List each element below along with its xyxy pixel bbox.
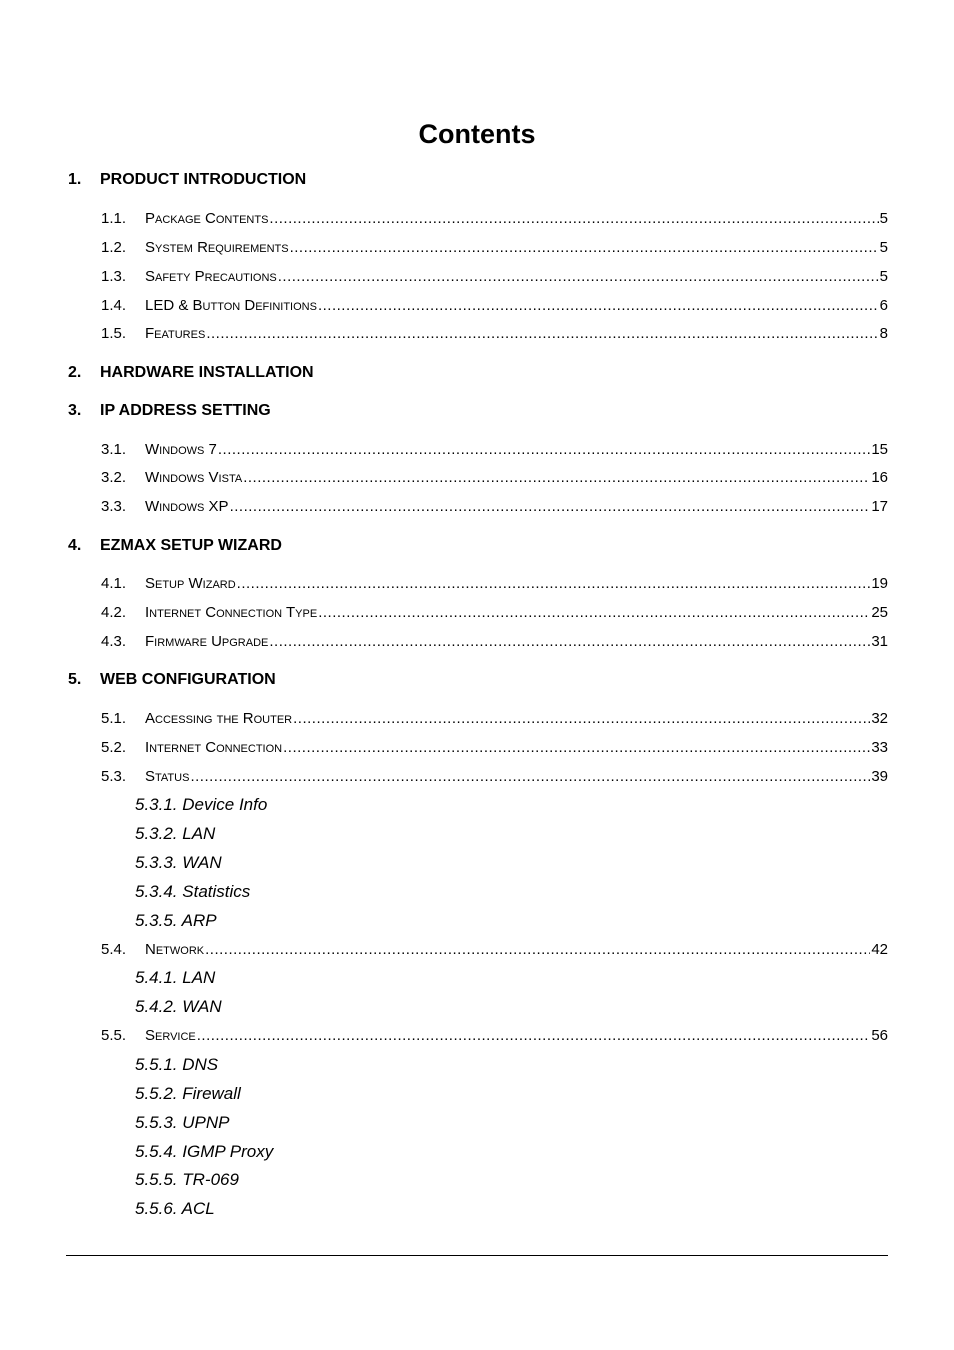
toc-entry[interactable] [0,496,954,518]
toc-subentry[interactable] [0,852,954,874]
toc-entry-title: Accessing the Router [145,710,293,727]
toc-section[interactable] [0,669,954,691]
toc-page-number: 32 [871,710,888,727]
toc-entry-leader [145,266,888,288]
toc-subentry-title: 5.5.3. UPNP [135,1113,230,1132]
toc-entry-number: 4.3. [101,633,127,650]
toc-entry-title: Firmware Upgrade [145,633,269,650]
toc-entry[interactable] [0,266,954,288]
toc-entry-number: 1.1. [101,210,127,227]
toc-entry-title: Windows 7 [145,441,217,458]
toc-section-title: EZMAX SETUP WIZARD [100,537,282,554]
toc-entry-title: Features [145,325,206,342]
toc-entry[interactable] [0,766,954,788]
toc-subentry[interactable] [0,967,954,989]
toc-page-number: 42 [871,941,888,958]
toc-entry-title: Network [145,941,205,958]
toc-section-title: IP ADDRESS SETTING [100,402,271,419]
toc-page-number: 31 [871,633,888,650]
toc-entry-title: Internet Connection [145,739,283,756]
dot-leader [318,295,879,317]
toc-section-number: 3. [68,402,82,419]
toc-subentry[interactable] [0,1112,954,1134]
toc-entry[interactable] [0,573,954,595]
toc-entry-number: 3.3. [101,498,127,515]
dot-leader [218,439,870,461]
toc-page-number: 15 [871,441,888,458]
toc-subentry-title: 5.5.5. TR-069 [135,1170,239,1189]
toc-subentry[interactable] [0,823,954,845]
toc-section-number: 4. [68,537,82,554]
toc-section-title: PRODUCT INTRODUCTION [100,171,307,188]
toc-entry[interactable] [0,602,954,624]
toc-entry[interactable] [0,467,954,489]
toc-entry-leader [145,766,888,788]
toc-entry-number: 5.3. [101,768,127,785]
toc-section-title: HARDWARE INSTALLATION [100,364,314,381]
toc-entry-title: Status [145,768,190,785]
toc-section-number: 2. [68,364,82,381]
dot-leader [230,496,871,518]
toc-entry[interactable] [0,1025,954,1047]
toc-subentry-title: 5.5.2. Firewall [135,1084,241,1103]
toc-entry-title: Safety Precautions [145,268,277,285]
toc-entry-leader [145,737,888,759]
toc-page-number: 16 [871,469,888,486]
toc-entry-leader [145,323,888,345]
toc-subentry-title: 5.5.4. IGMP Proxy [135,1142,274,1161]
dot-leader [206,323,878,345]
toc-entry-leader [145,1025,888,1047]
toc-entry-number: 3.1. [101,441,127,458]
toc-page-number: 39 [871,768,888,785]
toc-section-number: 5. [68,671,82,688]
toc-subentry-title: 5.4.2. WAN [135,997,222,1016]
toc-subentry[interactable] [0,794,954,816]
toc-section[interactable] [0,362,954,384]
toc-subentry[interactable] [0,1054,954,1076]
dot-leader [318,602,870,624]
toc-entry-leader [145,573,888,595]
dot-leader [197,1025,871,1047]
toc-entry-leader [145,496,888,518]
toc-subentry[interactable] [0,1169,954,1191]
dot-leader [269,208,878,230]
toc-page-number: 8 [879,325,888,342]
toc-entry-number: 3.2. [101,469,127,486]
toc-entry[interactable] [0,208,954,230]
toc-subentry-title: 5.3.1. Device Info [135,795,268,814]
toc-entry-number: 4.1. [101,575,127,592]
toc-entry-number: 1.3. [101,268,127,285]
footer-rule [66,1255,888,1256]
toc-subentry-title: 5.3.3. WAN [135,853,222,872]
toc-entry-number: 5.5. [101,1027,127,1044]
toc-entry-leader [145,602,888,624]
toc-page-number: 25 [871,604,888,621]
toc-entry[interactable] [0,237,954,259]
toc-section-title: WEB CONFIGURATION [100,671,276,688]
toc-subentry[interactable] [0,1083,954,1105]
toc-entry-title: Windows Vista [145,469,243,486]
dot-leader [278,266,879,288]
toc-entry[interactable] [0,631,954,653]
toc-subentry[interactable] [0,1198,954,1220]
toc-entry-number: 1.4. [101,297,127,314]
toc-subentry-title: 5.5.6. ACL [135,1199,215,1218]
toc-subentry-title: 5.3.4. Statistics [135,882,251,901]
toc-section[interactable] [0,169,954,191]
toc-entry-title: Package Contents [145,210,269,227]
toc-entry-title: Service [145,1027,196,1044]
dot-leader [290,237,879,259]
dot-leader [293,708,870,730]
toc-entry-leader [145,208,888,230]
toc-entry-leader [145,439,888,461]
toc-entry[interactable] [0,939,954,961]
toc-subentry[interactable] [0,1141,954,1163]
toc-page-number: 56 [871,1027,888,1044]
dot-leader [237,573,871,595]
toc-page-number: 6 [879,297,888,314]
toc-subentry[interactable] [0,910,954,932]
toc-entry-leader [145,939,888,961]
toc-entry-number: 1.2. [101,239,127,256]
toc-entry-number: 4.2. [101,604,127,621]
toc-entry-number: 5.4. [101,941,127,958]
toc-entry-leader [145,708,888,730]
toc-section-number: 1. [68,171,82,188]
toc-entry-leader [145,295,888,317]
dot-leader [205,939,870,961]
toc-subentry[interactable] [0,996,954,1018]
toc-subentry-title: 5.3.2. LAN [135,824,216,843]
toc-entry-leader [145,467,888,489]
toc-entry-number: 5.2. [101,739,127,756]
toc-entry-title: Windows XP [145,498,229,515]
toc-subentry-title: 5.4.1. LAN [135,968,216,987]
toc-entry[interactable] [0,295,954,317]
toc-entry-number: 5.1. [101,710,127,727]
page-title: Contents [418,119,536,149]
toc-entry[interactable] [0,439,954,461]
dot-leader [283,737,870,759]
toc-page-number: 19 [871,575,888,592]
toc-page-number: 5 [879,268,888,285]
toc-entry[interactable] [0,708,954,730]
toc-subentry[interactable] [0,881,954,903]
toc-entry-title: System Requirements [145,239,289,256]
toc-entry-title: LED & Button Definitions [145,297,317,314]
toc-entry-leader [145,237,888,259]
toc-page-number: 5 [879,239,888,256]
toc-entry[interactable] [0,323,954,345]
dot-leader [269,631,870,653]
toc-entry-title: Internet Connection Type [145,604,318,621]
toc-section[interactable] [0,400,954,422]
toc-subentry-title: 5.5.1. DNS [135,1055,219,1074]
toc-entry-title: Setup Wizard [145,575,236,592]
toc-page-number: 17 [871,498,888,515]
toc-entry[interactable] [0,737,954,759]
toc-subentry-title: 5.3.5. ARP [135,911,217,930]
toc-page-number: 33 [871,739,888,756]
dot-leader [243,467,870,489]
toc-section[interactable] [0,535,954,557]
toc-page-number: 5 [879,210,888,227]
toc-entry-leader [145,631,888,653]
toc-entry-number: 1.5. [101,325,127,342]
dot-leader [190,766,870,788]
